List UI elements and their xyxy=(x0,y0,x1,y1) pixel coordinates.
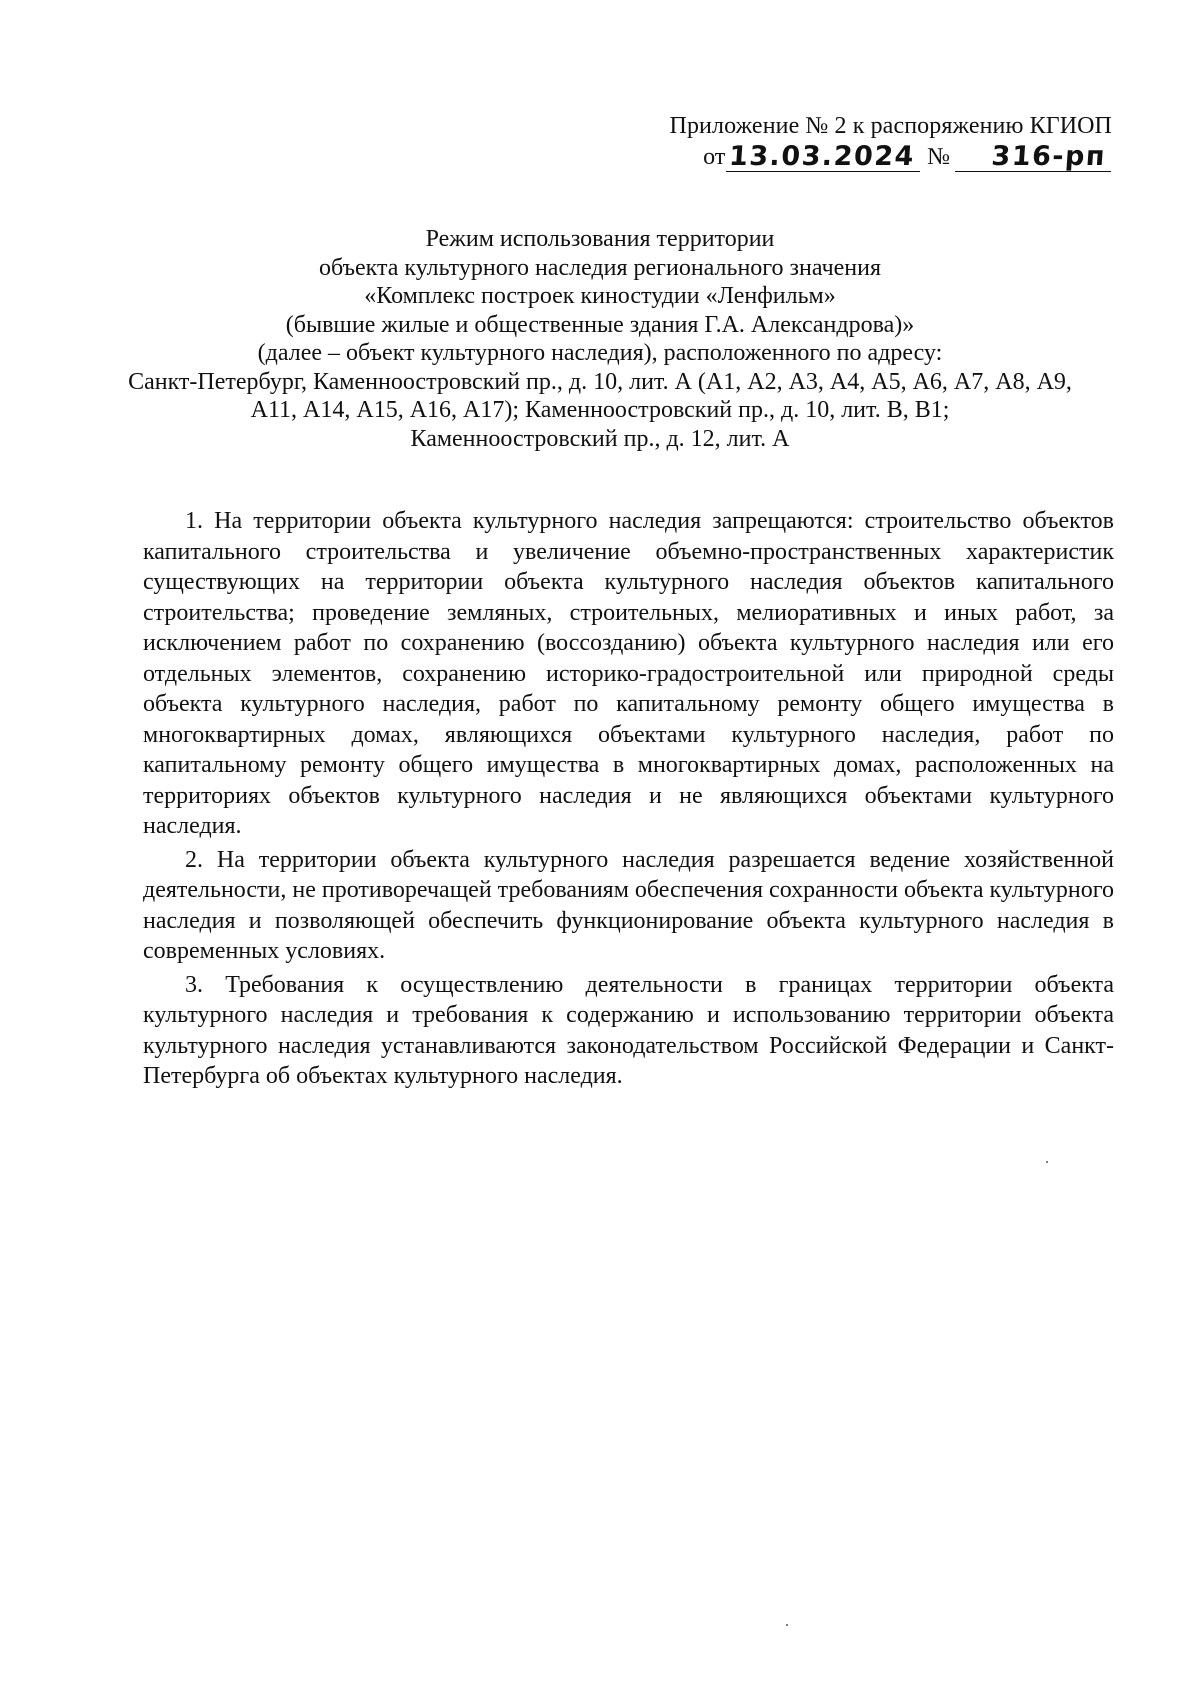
paragraph-1: 1. На территории объекта культурного наследия запрещаются: строительство объектов капитального строительства и увеличение объемно-пространственных характеристик существующих на территории объекта культурного наследия объектов капитального строительства; проведение земляных, строительных, мелиоративных и иных работ, за исключением работ по сохранению (воссозданию) объекта культурного наследия или его отдельных элементов, сохранению историко-градостроительной или природной среды объекта культурного наследия, работ по капитальному ремонту общего имущества в многоквартирных домах, являющихся объектами культурного наследия, работ по капитальному ремонту общего имущества в многоквартирных домах, расположенных на территориях объектов культурного наследия и не являющихся объектами культурного наследия. xyxy=(143,508,1114,839)
handwritten-date: 13.03.2024 xyxy=(726,143,922,172)
paragraph-2: 2. На территории объекта культурного наследия разрешается ведение хозяйственной деятельности, не противоречащей требованиям обеспечения сохранности объекта культурного наследия и позволяющей обеспечить функционирование объекта культурного наследия в современных условиях. xyxy=(143,846,1115,964)
title-line: (далее – объект культурного наследия), расположенного по адресу: xyxy=(257,340,943,366)
title-line: А11, А14, А15, А16, А17); Каменноостровский пр., д. 10, лит. В, В1; xyxy=(250,397,950,423)
handwritten-order-number: 316-рп xyxy=(955,143,1113,172)
title-line: Каменноостровский пр., д. 12, лит. А xyxy=(410,425,790,452)
order-date-number-line xyxy=(592,142,1112,172)
scan-speck xyxy=(786,1624,788,1626)
title-line: (бывшие жилые и общественные здания Г.А. Александрова)» xyxy=(285,311,915,338)
paragraph-3: 3. Требования к осуществлению деятельности в границах территории объекта культурного наследия и требования к содержанию и использованию территории объекта культурного наследия устанавливаются законодательством Российской Федерации и Санкт-Петербурга об объектах культурного наследия. xyxy=(143,971,1114,1089)
document-body xyxy=(143,506,1114,1095)
number-label: № xyxy=(927,144,950,170)
title-line: «Комплекс построек киностудии «Ленфильм» xyxy=(364,283,836,309)
date-label: от xyxy=(703,144,726,170)
title-line: объекта культурного наследия регионального значения xyxy=(318,254,882,281)
document-title xyxy=(0,225,1200,453)
title-line: Режим использования территории xyxy=(425,226,775,252)
scan-speck xyxy=(1046,1161,1048,1163)
appendix-header xyxy=(592,112,1112,172)
title-line: Санкт-Петербург, Каменноостровский пр., д. 10, лит. А (А1, А2, А3, А4, А5, А6, А7, А8, А9, xyxy=(128,368,1072,395)
appendix-reference: Приложение № 2 к распоряжению КГИОП xyxy=(669,113,1112,139)
